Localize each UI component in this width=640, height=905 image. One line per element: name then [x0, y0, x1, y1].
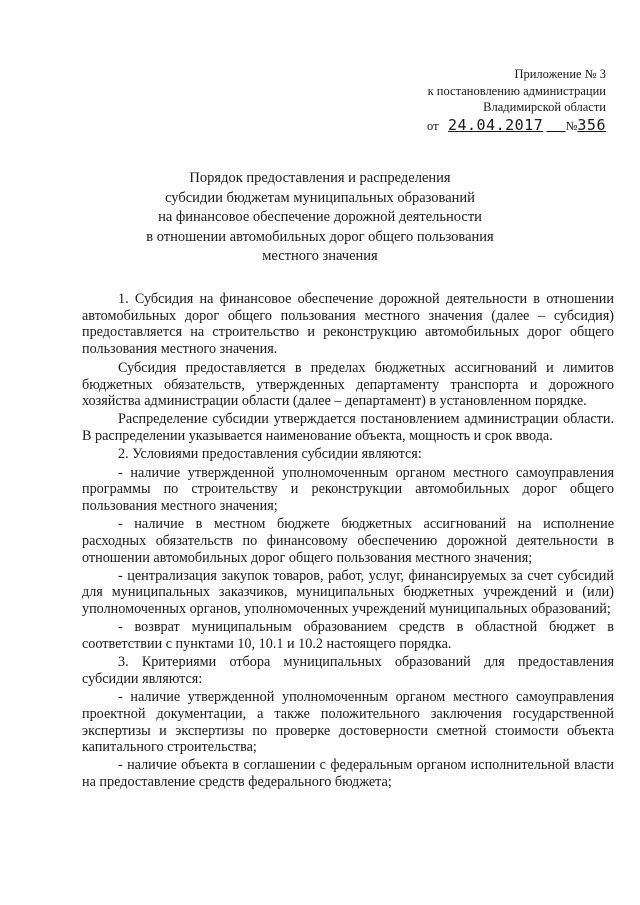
list-item: - наличие утвержденной уполномоченным органом местного самоуправления проектной документации, а также положительного заключения государственной экспертизы и экспертизы по проверке достоверности сметной стоимости объекта капитального строительства;	[82, 689, 614, 756]
title-line: в отношении автомобильных дорог общего пользования	[146, 228, 494, 245]
paragraph: Субсидия предоставляется в пределах бюджетных ассигнований и лимитов бюджетных обязательств, утвержденных департаменту транспорта и дорожного хозяйства администрации области (далее – департамент) в установленном порядке.	[82, 359, 614, 410]
list-item: - наличие в местном бюджете бюджетных ассигнований на исполнение расходных обязательств по финансовому обеспечению дорожной деятельности в отношении автомобильных дорог общего пользования местного значения;	[82, 516, 614, 566]
date-prefix: от	[427, 118, 439, 133]
paragraph: 2. Условиями предоставления субсидии являются:	[118, 446, 422, 463]
paragraph: Распределение субсидии утверждается постановлением администрации области. В распределении указывается наименование объекта, мощность и срок ввода.	[82, 411, 614, 445]
list-item: - возврат муниципальным образованием средств в областной бюджет в соответствии с пунктами 10, 10.1 и 10.2 настоящего порядка.	[82, 619, 614, 653]
appendix-number: Приложение № 3	[514, 67, 606, 81]
resolution-reference: к постановлению администрации	[427, 83, 606, 98]
paragraph: 3. Критериями отбора муниципальных образований для предоставления субсидии являются:	[82, 654, 614, 687]
resolution-date: 24.04.2017	[447, 115, 544, 134]
document-title	[0, 169, 640, 267]
list-item: - централизация закупок товаров, работ, услуг, финансируемых за счет субсидий для муниципальных заказчиков, муниципальных бюджетных учреждений и (или) уполномоченных органов, уполномоченных учреждений муниципальных образований;	[82, 567, 614, 618]
resolution-number: 356	[577, 115, 606, 134]
paragraph: 1. Субсидия на финансовое обеспечение дорожной деятельности в отношении автомобильных дорог общего пользования местного значения (далее – субсидия) предоставляется на строительство и реконструкцию автомобильных дорог общего пользования местного значения.	[82, 291, 614, 358]
region-name: Владимирской области	[483, 100, 606, 114]
list-item: - наличие объекта в соглашении с федеральным органом исполнительной власти на предоставление средств федерального бюджета;	[82, 757, 614, 791]
list-item: - наличие утвержденной уполномоченным органом местного самоуправления программы по строительству и реконструкции автомобильных дорог общего пользования местного значения;	[82, 464, 614, 514]
appendix-header	[427, 66, 606, 134]
title-line: Порядок предоставления и распределения	[189, 170, 451, 186]
document-body	[82, 291, 614, 792]
title-line: субсидии бюджетам муниципальных образований	[165, 189, 475, 206]
title-line: на финансовое обеспечение дорожной деятельности	[158, 209, 482, 225]
title-line: местного значения	[262, 248, 378, 264]
resolution-date-line	[427, 117, 606, 135]
number-prefix: №	[565, 118, 578, 133]
